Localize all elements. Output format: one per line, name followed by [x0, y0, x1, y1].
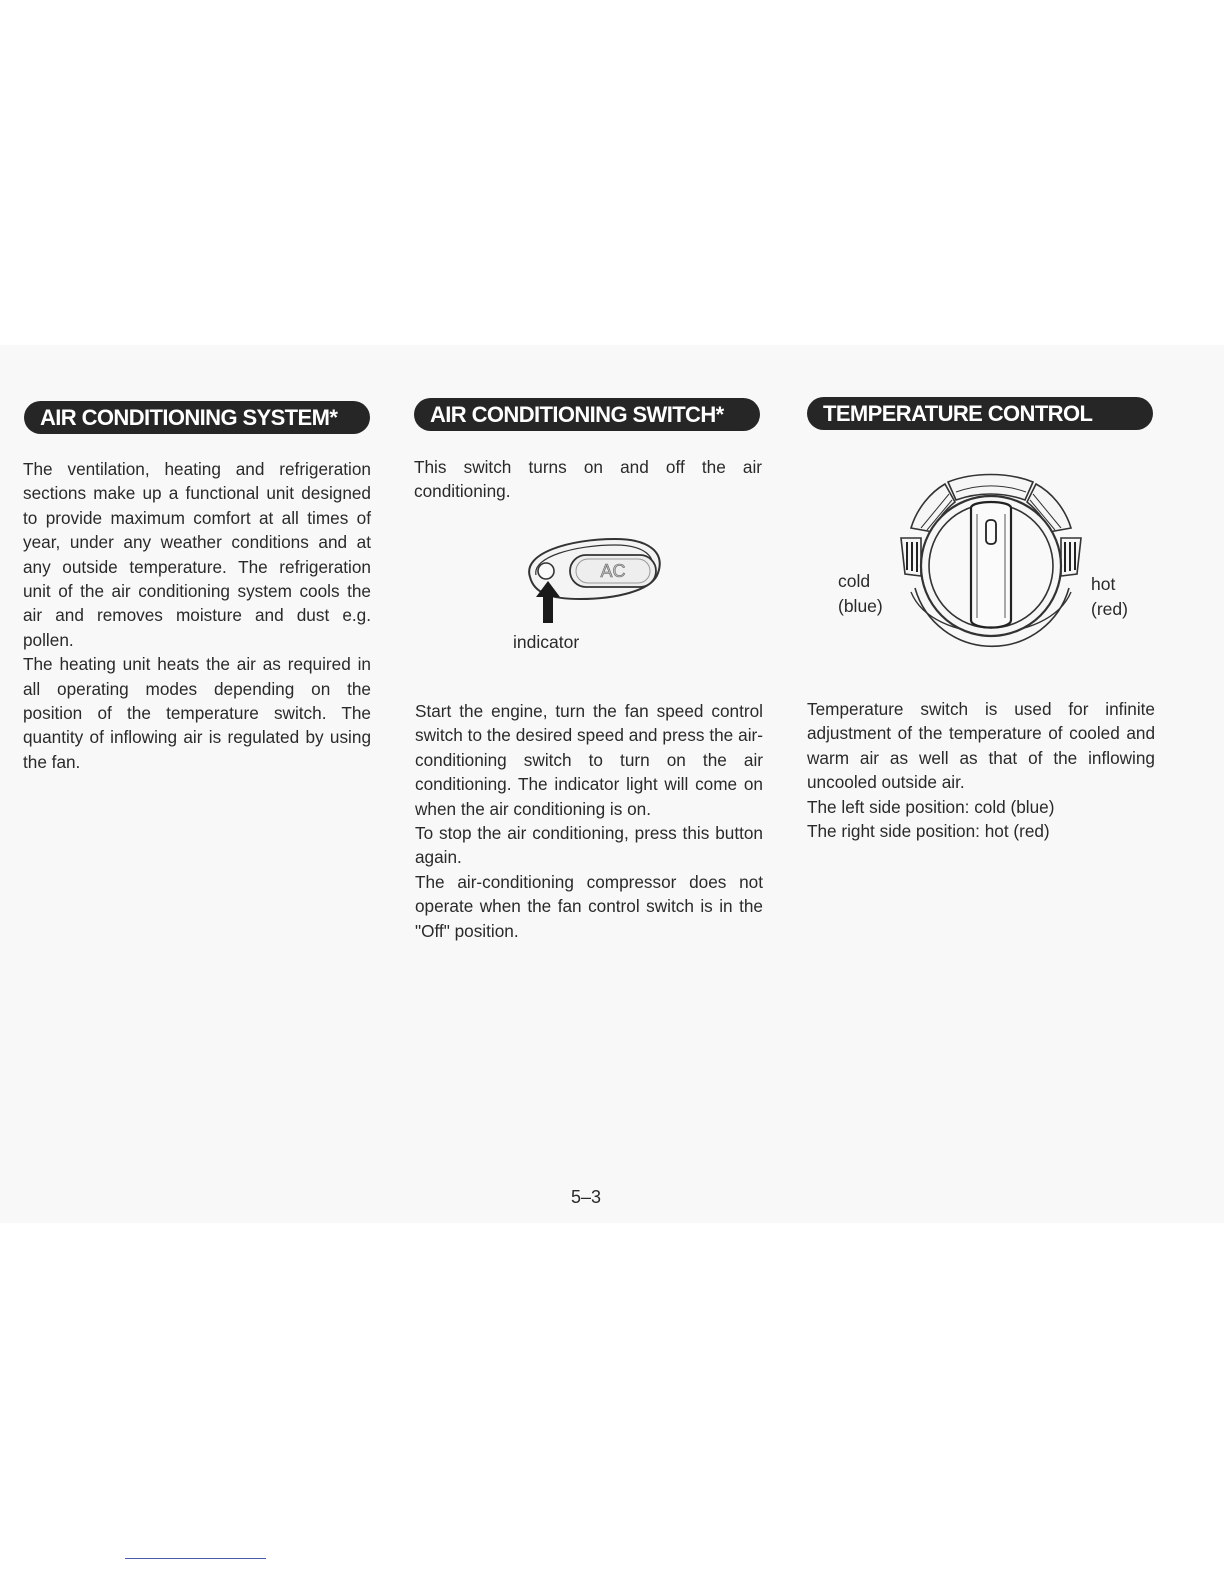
temperature-control-body [807, 697, 1155, 843]
knob-pointer [986, 520, 996, 544]
indicator-label: indicator [513, 632, 580, 652]
temperature-paragraph-2: The left side position: cold (blue) [807, 796, 1055, 817]
temperature-knob-illustration [893, 470, 1088, 660]
temperature-paragraph-1: Temperature switch is used for infinite adjustment of the temperature of cooled and warm air as well as that of the inflowing uncooled outside air. [807, 699, 1155, 793]
section-title-ac-system: AIR CONDITIONING SYSTEM* [24, 401, 370, 434]
hot-label: hot [1091, 574, 1116, 594]
ac-system-paragraph-2: The heating unit heats the air as required in all operating modes depending on the position of the temperature switch. The quantity of inflowing air is regulated by using the fan. [23, 654, 371, 772]
ac-switch-paragraph-2: To stop the air conditioning, press this button again. [415, 823, 763, 868]
section-title-temperature-control: TEMPERATURE CONTROL [807, 397, 1153, 430]
hot-color-label: (red) [1091, 599, 1128, 619]
indicator-light [538, 563, 554, 579]
ac-switch-intro-text: This switch turns on and off the air conditioning. [414, 457, 762, 502]
ac-switch-figure [520, 535, 670, 630]
page-number: 5–3 [571, 1187, 602, 1207]
ac-switch-intro [414, 455, 762, 504]
cold-color-label: (blue) [838, 596, 883, 616]
temperature-paragraph-3: The right side position: hot (red) [807, 821, 1050, 842]
ac-switch-illustration [520, 535, 670, 630]
footer-rule [125, 1558, 266, 1559]
ac-switch-body [415, 699, 763, 943]
ac-switch-paragraph-1: Start the engine, turn the fan speed control switch to the desired speed and press the air-conditioning switch to turn on the air conditioning. The indicator light will come on when the air conditioning is on. [415, 701, 763, 819]
ac-button-label: AC [600, 561, 626, 581]
ac-system-paragraph-1: The ventilation, heating and refrigeration sections make up a functional unit designed to provide maximum comfort at all times of year, under any weather conditions and at any outside temperature. The refrigeration unit of the air conditioning system cools the air and removes moisture and dust e.g. pollen. [23, 459, 371, 650]
cold-label: cold [838, 571, 871, 591]
temperature-knob-figure [893, 470, 1088, 660]
ac-switch-paragraph-3: The air-conditioning compressor does not operate when the fan control switch is in the "Off" position. [415, 871, 763, 941]
ac-system-body [23, 457, 371, 774]
section-title-ac-switch: AIR CONDITIONING SWITCH* [414, 398, 760, 431]
